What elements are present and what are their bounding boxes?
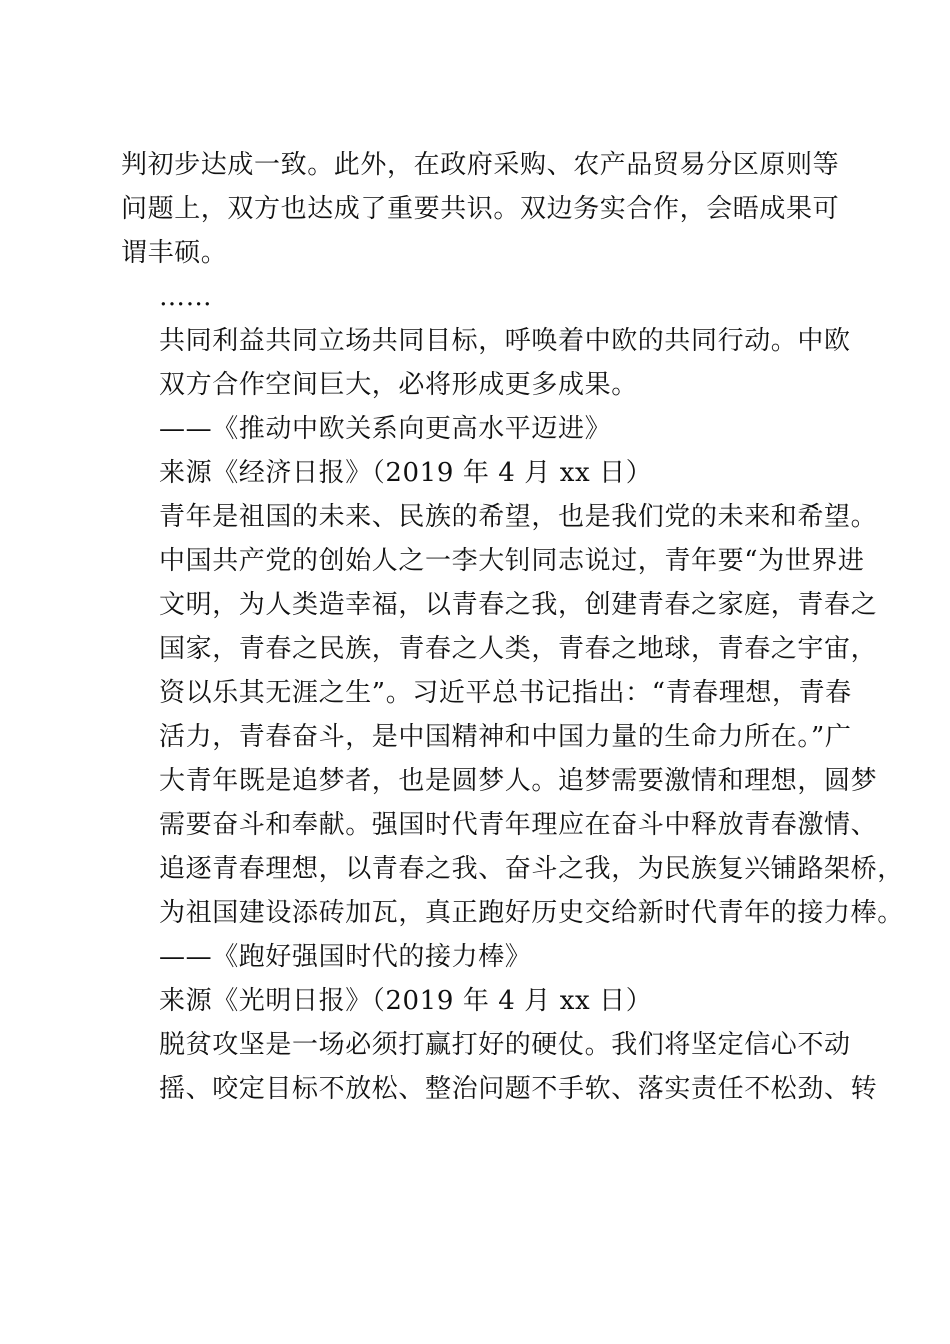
text-line: 脱贫攻坚是一场必须打赢打好的硬仗。我们将坚定信心不动: [159, 1030, 851, 1060]
text-line: ——《跑好强国时代的接力棒》: [159, 942, 532, 972]
paragraph-body: [121, 495, 904, 935]
paragraph-title: [121, 407, 831, 451]
paragraph-body: [121, 319, 851, 407]
text-line: ……: [159, 282, 213, 312]
text-line: 资以乐其无涯之生”。习近平总书记指出：“青春理想，青春: [159, 678, 852, 708]
text-line: 文明，为人类造幸福，以青春之我，创建青春之家庭，青春之: [159, 590, 878, 620]
text-line: 青年是祖国的未来、民族的希望，也是我们党的未来和希望。: [159, 502, 878, 532]
text-line: 中国共产党的创始人之一李大钊同志说过，青年要“为世界进: [159, 546, 865, 576]
text-line: 追逐青春理想，以青春之我、奋斗之我，为民族复兴铺路架桥，: [159, 854, 904, 884]
text-line: ——《推动中欧关系向更高水平迈进》: [159, 414, 612, 444]
text-line: 为祖国建设添砖加瓦，真正跑好历史交给新时代青年的接力棒。: [159, 898, 904, 928]
text-line: 国家，青春之民族，青春之人类，青春之地球，青春之宇宙，: [159, 634, 878, 664]
text-line: 需要奋斗和奉献。强国时代青年理应在奋斗中释放青春激情、: [159, 810, 878, 840]
paragraph-title: [121, 935, 831, 979]
text-line: 活力，青春奋斗，是中国精神和中国力量的生命力所在。”广: [159, 722, 852, 752]
paragraph-body: [121, 143, 840, 275]
text-line: 大青年既是追梦者，也是圆梦人。追梦需要激情和理想，圆梦: [159, 766, 878, 796]
paragraph-source: [121, 451, 831, 495]
text-line: 摇、咬定目标不放松、整治问题不手软、落实责任不松劲、转: [159, 1074, 878, 1104]
text-line: 问题上，双方也达成了重要共识。双边务实合作，会晤成果可: [121, 194, 840, 224]
text-line: 来源《光明日报》（2019 年 4 月 xx 日）: [159, 986, 653, 1016]
text-line: 谓丰硕。: [121, 238, 228, 268]
text-line: 双方合作空间巨大，必将形成更多成果。: [159, 370, 638, 400]
text-line: 判初步达成一致。此外，在政府采购、农产品贸易分区原则等: [121, 150, 840, 180]
text-line: 共同利益共同立场共同目标，呼唤着中欧的共同行动。中欧: [159, 326, 851, 356]
text-line: 来源《经济日报》（2019 年 4 月 xx 日）: [159, 458, 653, 488]
paragraph-ellipsis: [121, 275, 831, 319]
paragraph-body: [121, 1023, 878, 1111]
document-body: [121, 143, 904, 1111]
paragraph-source: [121, 979, 831, 1023]
